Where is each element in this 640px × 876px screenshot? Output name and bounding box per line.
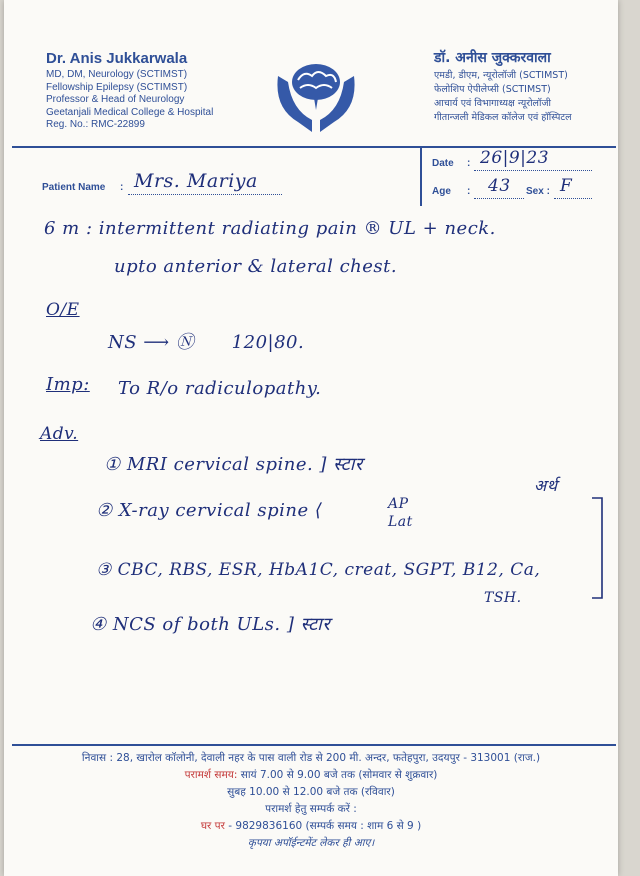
date-box-divider (420, 146, 422, 206)
age-value: 43 (488, 176, 511, 196)
xray-view-lat: Lat (388, 514, 413, 530)
designation-line: Professor & Head of Neurology (46, 94, 185, 105)
bracket-mark (590, 496, 606, 602)
side-note: अर्थ (534, 476, 558, 495)
phone-text: - 9829836160 (सम्पर्क समय : शाम 6 से 9 ) (228, 820, 422, 832)
colon: : (467, 158, 471, 169)
advice-item-3-continued: TSH. (484, 590, 522, 606)
prescription-sheet (4, 0, 618, 876)
impression-label: Imp: (46, 374, 90, 395)
address-line (4, 750, 618, 767)
footer-divider (12, 744, 616, 746)
registration-line: Reg. No.: RMC-22899 (46, 119, 145, 130)
patient-name-line (128, 194, 282, 195)
hospital-line-hindi: गीतान्जली मेडिकल कॉलेज एवं हॉस्पिटल (434, 112, 572, 123)
qualification-line: MD, DM, Neurology (SCTIMST) (46, 69, 188, 80)
phone-label: घर पर (200, 820, 225, 832)
doctor-name-hindi: डॉ. अनीस जुक्करवाला (434, 50, 551, 66)
history-line-2: upto anterior & lateral chest. (114, 256, 398, 277)
sex-value: F (560, 176, 573, 196)
consultation-time-line (4, 767, 618, 784)
exam-findings: NS ⟶ Ⓝ 120|80. (108, 332, 305, 353)
doctor-details-hindi (434, 48, 614, 125)
sex-label: Sex : (526, 186, 550, 197)
history-line-1: 6 m : intermittent radiating pain ® UL + neck. (44, 218, 496, 239)
address-text: 28, खारोल कॉलोनी, देवाली नहर के पास वाली रोड से 200 मी. अन्दर, फतेहपुरा, उदयपुर - 313001 (राज.) (116, 752, 541, 764)
footer (4, 750, 618, 852)
fellowship-line: Fellowship Epilepsy (SCTIMST) (46, 81, 188, 93)
colon: : (467, 186, 471, 197)
fellowship-line-hindi: फेलोशिप ऐपीलेप्सी (SCTIMST) (434, 84, 551, 95)
sunday-time: सुबह 10.00 से 12.00 बजे तक (रविवार) (227, 786, 395, 798)
patient-name-value: Mrs. Mariya (134, 170, 258, 192)
age-label: Age (432, 186, 451, 197)
advice-item-2: ② X-ray cervical spine ⟨ (96, 500, 323, 521)
exam-heading: O/E (46, 300, 80, 320)
patient-name-label: Patient Name (42, 182, 106, 193)
advice-item-1: ① MRI cervical spine. ] स्टार (104, 454, 363, 475)
consultation-time: सायं 7.00 से 9.00 बजे तक (सोमवार से शुक्रवार) (240, 769, 438, 781)
date-line (474, 170, 592, 171)
xray-view-ap: AP (388, 496, 409, 512)
hospital-line: Geetanjali Medical College & Hospital (46, 106, 214, 118)
advice-heading: Adv. (40, 424, 79, 444)
advice-item-3: ③ CBC, RBS, ESR, HbA1C, creat, SGPT, B12, Ca, (96, 560, 541, 580)
doctor-name-english: Dr. Anis Jukkarwala (46, 50, 188, 67)
sex-line (554, 198, 592, 199)
date-label: Date (432, 158, 454, 169)
designation-line-hindi: आचार्य एवं विभागाध्यक्ष न्यूरोलॉजी (434, 98, 551, 109)
colon: : (120, 182, 124, 193)
qualification-line-hindi: एमडी, डीएम, न्यूरोलॉजी (SCTIMST) (434, 70, 568, 81)
hands-holding-brain-icon (272, 52, 360, 136)
address-label: निवास : (81, 752, 113, 764)
contact-heading: परामर्श हेतु सम्पर्क करें : (265, 803, 357, 815)
age-line (474, 198, 524, 199)
impression-text: To R/o radiculopathy. (118, 378, 322, 399)
doctor-details-english (46, 50, 286, 132)
phone-line (4, 818, 618, 835)
advice-item-4: ④ NCS of both ULs. ] स्टार (90, 614, 331, 635)
appointment-note: कृपया अपॉईन्टमेंट लेकर ही आए। (247, 837, 375, 849)
date-value: 26|9|23 (480, 148, 550, 168)
consultation-label: परामर्श समय: (184, 769, 238, 781)
